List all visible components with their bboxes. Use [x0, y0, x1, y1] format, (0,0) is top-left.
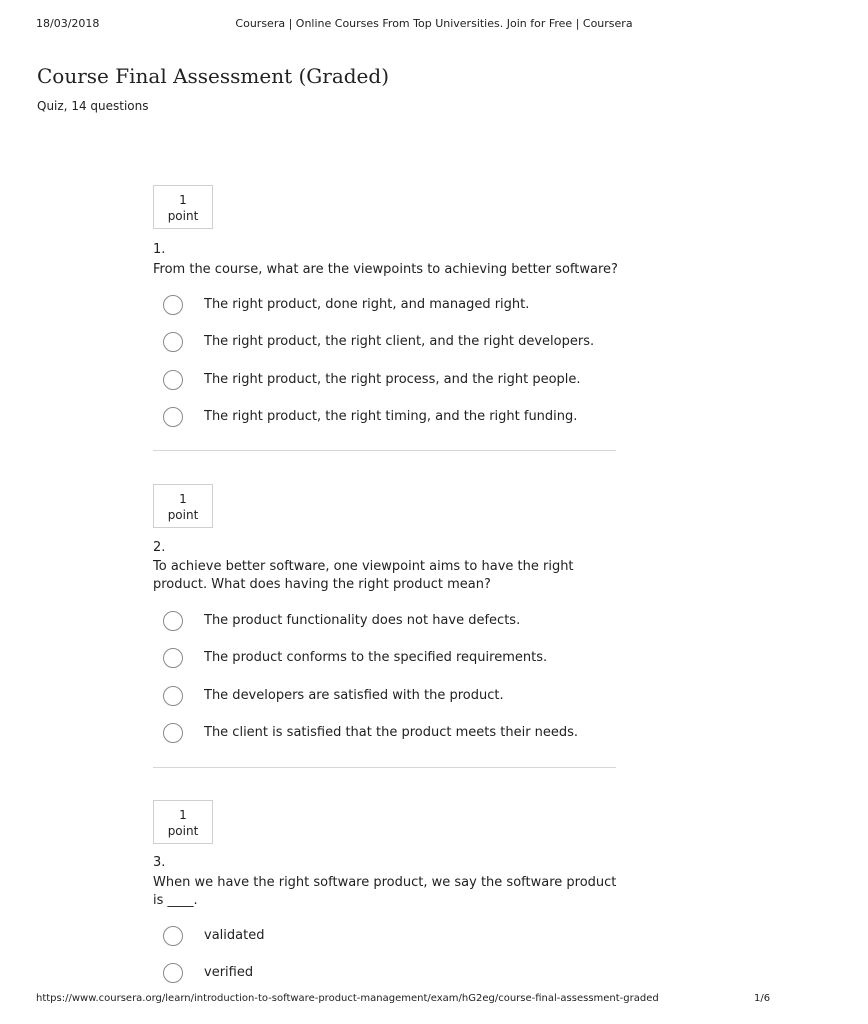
option-label: verified — [204, 965, 254, 980]
radio-button[interactable] — [163, 407, 183, 427]
radio-button[interactable] — [163, 926, 183, 946]
answer-option[interactable] — [163, 370, 623, 392]
answer-option[interactable] — [163, 723, 623, 745]
points-box — [153, 484, 213, 528]
option-label: The right product, the right timing, and the right funding. — [204, 409, 578, 424]
answer-option[interactable] — [163, 963, 623, 985]
radio-button[interactable] — [163, 332, 183, 352]
points-unit: point — [167, 824, 199, 838]
answer-option[interactable] — [163, 648, 623, 670]
print-header — [0, 0, 768, 40]
answer-option[interactable] — [163, 926, 623, 948]
answer-option[interactable] — [163, 332, 623, 354]
question-2 — [153, 484, 616, 774]
points-value: 1 — [179, 492, 187, 506]
print-page-number: 1/6 — [754, 993, 771, 1004]
question-text: When we have the right software product, we say the software product is ____. — [153, 875, 617, 908]
option-label: The client is satisfied that the product meets their needs. — [204, 725, 579, 740]
option-label: The product functionality does not have defects. — [204, 613, 521, 628]
question-3 — [153, 800, 616, 990]
radio-button[interactable] — [163, 611, 183, 631]
question-1 — [153, 185, 616, 455]
radio-button[interactable] — [163, 295, 183, 315]
points-unit: point — [167, 508, 199, 522]
answer-option[interactable] — [163, 295, 623, 317]
answer-option[interactable] — [163, 686, 623, 708]
option-label: The product conforms to the specified requirements. — [204, 650, 548, 665]
option-label: The developers are satisfied with the product. — [204, 688, 504, 703]
question-number: 1. — [153, 242, 166, 257]
answer-option[interactable] — [163, 611, 623, 633]
points-value: 1 — [179, 193, 187, 207]
question-divider — [153, 450, 616, 451]
radio-button[interactable] — [163, 370, 183, 390]
question-text: From the course, what are the viewpoints to achieving better software? — [153, 262, 618, 277]
radio-button[interactable] — [163, 963, 183, 983]
points-value: 1 — [179, 808, 187, 822]
print-date: 18/03/2018 — [36, 17, 100, 30]
page-title: Course Final Assessment (Graded) — [37, 64, 389, 88]
option-label: The right product, the right process, and the right people. — [204, 372, 581, 387]
answer-option[interactable] — [163, 407, 623, 429]
option-label: The right product, done right, and managed right. — [204, 297, 530, 312]
option-label: validated — [204, 928, 265, 943]
question-number: 2. — [153, 540, 166, 555]
question-text: To achieve better software, one viewpoint aims to have the right product. What does having the right product mean? — [153, 559, 574, 592]
points-box — [153, 185, 213, 229]
print-doc-title: Coursera | Online Courses From Top Universities. Join for Free | Coursera — [235, 17, 633, 30]
radio-button[interactable] — [163, 723, 183, 743]
option-label: The right product, the right client, and the right developers. — [204, 334, 595, 349]
points-unit: point — [167, 209, 199, 223]
points-box — [153, 800, 213, 844]
question-divider — [153, 767, 616, 768]
radio-button[interactable] — [163, 648, 183, 668]
question-number: 3. — [153, 855, 166, 870]
quiz-meta: Quiz, 14 questions — [37, 99, 149, 113]
print-url: https://www.coursera.org/learn/introduction-to-software-product-management/exam/hG2eg/course-final-assessment-graded — [36, 993, 659, 1004]
radio-button[interactable] — [163, 686, 183, 706]
